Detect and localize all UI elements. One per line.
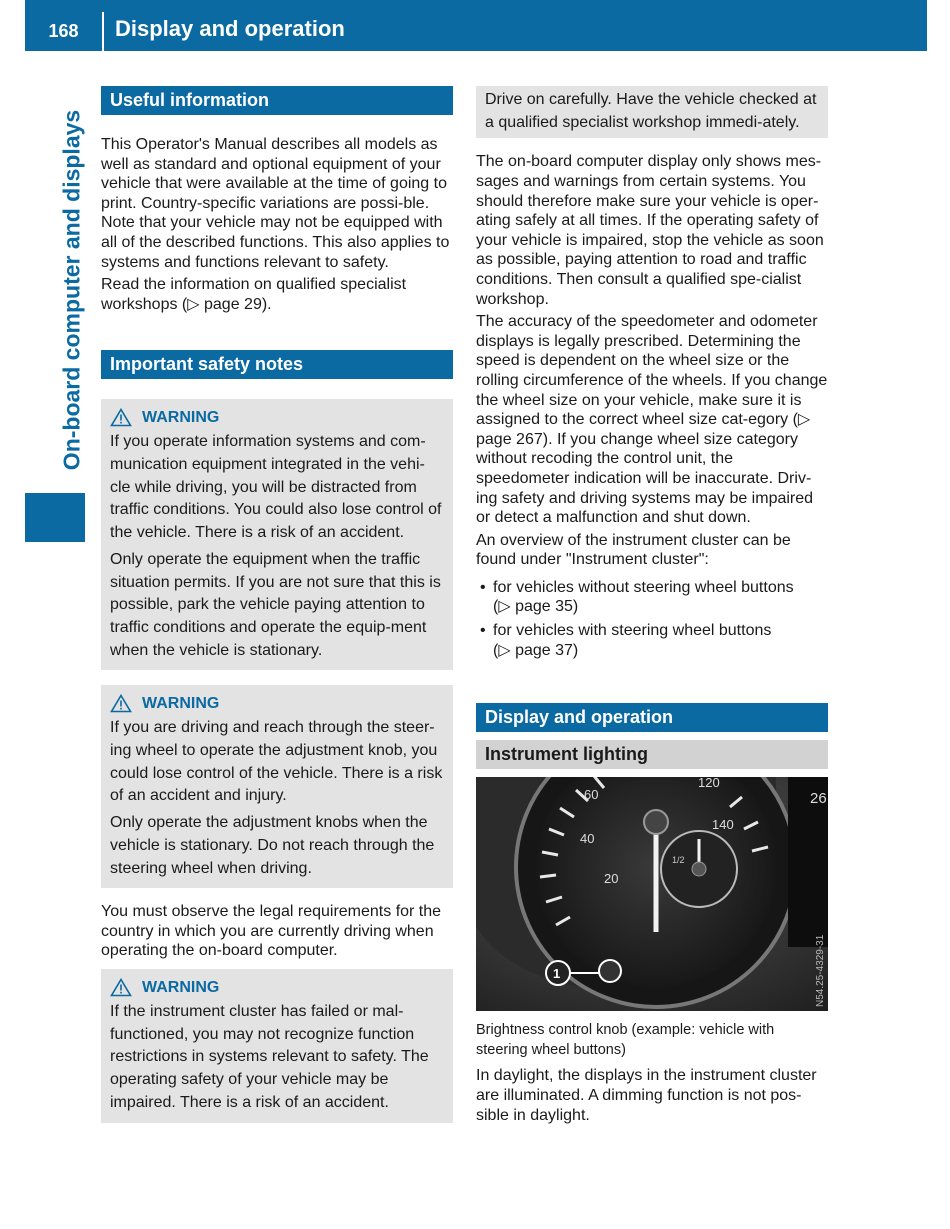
daylight-para: In daylight, the displays in the instrument cluster are illuminated. A dimming function is not pos-sible in daylight. xyxy=(476,1067,817,1124)
page-number: 168 xyxy=(48,21,79,41)
useful-info-para1: This Operator's Manual describes all models as well as standard and optional equipment of your vehicle that were available at the time of going to print. Country-specific variations are possi-ble. Note that your vehicle may not be equipped with all of the described functions. This also applies to systems and functions relevant to safety. xyxy=(101,136,450,271)
speedometer-accuracy-para: The accuracy of the speedometer and odometer displays is legally prescribed. Determining the speed is dependent on the wheel size or the rolling circumference of the wheels. If you change the wheel size on your vehicle, make sure it is assigned to the correct wheel size cat-egory (▷ page 267). If you change wheel size category without recoding the control unit, the speedometer indication will be inaccurate. Driv-ing safety and driving systems may be impaired or detect a malfunction and shut down. xyxy=(476,313,828,527)
list-item xyxy=(476,578,828,617)
display-messages-para: The on-board computer display only shows mes-sages and warnings from certain systems. You should therefore make sure your vehicle is oper-ating safely at all times. If the operating safety of your vehicle is impaired, stop the vehicle as soon as possible, paying attention to road and traffic conditions. Then consult a qualified spe-cialist workshop. xyxy=(476,153,824,308)
warning-title-3 xyxy=(110,974,444,1001)
list-item-text: for vehicles with steering wheel buttons xyxy=(493,622,772,640)
warning-triangle-icon xyxy=(110,408,132,427)
warning-continuation-text: Drive on carefully. Have the vehicle checked at a qualified specialist workshop immedi-ately. xyxy=(485,91,817,131)
tick-label: 1/2 xyxy=(672,855,685,866)
useful-info-para2: Read the information on qualified specialist workshops (▷ page 29). xyxy=(101,276,407,313)
warning-label: WARNING xyxy=(142,979,220,997)
warning-title-1 xyxy=(110,404,444,431)
tick-label: 140 xyxy=(712,817,734,833)
edge-digit: 26 xyxy=(810,790,827,808)
page-title: Display and operation xyxy=(115,16,345,41)
warning-box-3 xyxy=(101,969,453,1123)
page-ref-link[interactable]: (▷ page 37) xyxy=(493,641,579,659)
tick-label: 40 xyxy=(580,831,595,847)
left-column xyxy=(101,86,453,1123)
instrument-cluster-image xyxy=(476,777,828,1011)
legal-requirements-para: You must observe the legal requirements for the country in which you are currently driving when operating the on-board computer. xyxy=(101,903,442,960)
callout-number: 1 xyxy=(553,966,561,982)
tick-label: 120 xyxy=(698,777,720,791)
side-chapter-tab xyxy=(25,493,85,542)
page-header xyxy=(25,0,927,51)
safety-heading: Important safety notes xyxy=(101,350,453,379)
warning3-p1: If the instrument cluster has failed or mal-functioned, you may not recognize function restrictions in systems relevant to safety. The operating safety of your vehicle may be impaired. There is a risk of an accident. xyxy=(110,1003,429,1111)
display-operation-heading: Display and operation xyxy=(476,703,828,732)
tick-label: 60 xyxy=(584,787,599,803)
figure-code: N54.25-4329-31 xyxy=(815,934,826,1008)
side-chapter-label: On-board computer and displays xyxy=(58,109,85,471)
warning1-p1: If you operate information systems and com-munication equipment integrated in the vehi-cle while driving, you will be distracted from traffic conditions. You could also lose control of the vehicle. There is a risk of an accident. xyxy=(110,433,442,542)
warning-triangle-icon xyxy=(110,694,132,713)
instrument-cluster-figure xyxy=(476,777,828,1011)
warning2-p2: Only operate the adjustment knobs when the vehicle is stationary. Do not reach through the steering wheel when driving. xyxy=(110,814,435,877)
warning-box-2 xyxy=(101,685,453,888)
warning-label: WARNING xyxy=(142,409,220,427)
figure-caption: Brightness control knob (example: vehicle with steering wheel buttons) xyxy=(476,1022,775,1058)
warning-continuation-box xyxy=(476,86,828,138)
useful-info-heading: Useful information xyxy=(101,86,453,115)
warning-label: WARNING xyxy=(142,695,220,713)
bullet-dot: • xyxy=(480,578,486,596)
overview-list xyxy=(476,578,828,660)
warning-title-2 xyxy=(110,690,444,717)
bullet-dot: • xyxy=(480,622,486,640)
warning-triangle-icon xyxy=(110,978,132,997)
warning-box-1 xyxy=(101,399,453,670)
warning2-p1: If you are driving and reach through the steer-ing wheel to operate the adjustment knob, you could lose control of the vehicle. There is a risk of an accident and injury. xyxy=(110,719,443,805)
header-divider xyxy=(102,12,104,51)
overview-para: An overview of the instrument cluster can be found under "Instrument cluster": xyxy=(476,531,791,569)
right-column xyxy=(476,86,828,1125)
instrument-lighting-heading: Instrument lighting xyxy=(476,740,828,769)
list-item xyxy=(476,621,828,660)
list-item-text: for vehicles without steering wheel buttons xyxy=(493,578,794,596)
tick-label: 20 xyxy=(604,871,619,887)
page-ref-link[interactable]: (▷ page 35) xyxy=(493,598,579,616)
warning1-p2: Only operate the equipment when the traffic situation permits. If you are not sure that this is possible, park the vehicle paying attention to traffic conditions and operate the equip-ment when the vehicle is stationary. xyxy=(110,550,441,659)
